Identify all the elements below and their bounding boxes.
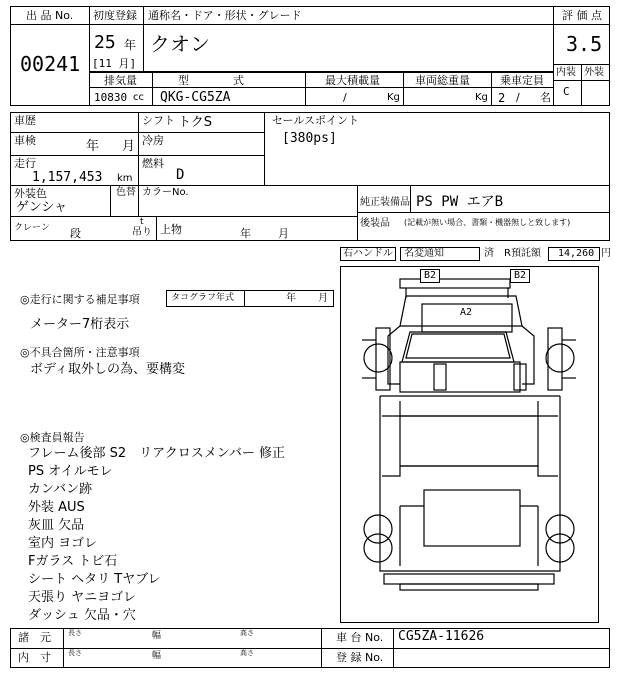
length-label: 長さ: [68, 649, 82, 657]
inspection-month-unit: 月: [122, 139, 136, 154]
inspection-label: 車検: [14, 134, 36, 147]
truck-diagram-drawing: [340, 266, 599, 623]
tachograph-label: タコグラフ年式: [171, 293, 235, 303]
reg-year: 25: [94, 32, 116, 53]
fuel-label: 燃料: [142, 157, 164, 170]
mileage-unit: km: [117, 173, 133, 184]
inspector-line: カンバン跡: [28, 482, 93, 497]
mileage-value: 1,157,453: [32, 170, 103, 185]
name-label: 通称名・ドア・形状・グレード: [148, 9, 302, 22]
tacho-month-unit: 月: [318, 293, 328, 304]
damage-mark-label: A2: [460, 307, 473, 318]
gross-weight-label: 車両総重量: [415, 74, 470, 87]
interior-dims-label: 内 寸: [18, 651, 51, 664]
deposit-value: 14,260: [558, 248, 595, 259]
auto-tax-label: R預託額: [504, 248, 541, 259]
max-load-sep: /: [343, 91, 347, 104]
inspector-line: 室内 ヨゴレ: [28, 536, 98, 551]
inspector-line: ダッシュ 欠品・穴: [28, 608, 136, 623]
inspector-line: Fガラス トビ石: [28, 554, 118, 569]
car-name: クオン: [150, 32, 210, 56]
defects-note: ボディ取外しの為、要構変: [30, 362, 185, 377]
inspector-line: 天張り ヤニヨゴレ: [28, 590, 137, 605]
inspection-year-unit: 年: [86, 139, 100, 154]
displacement-unit: cc: [133, 92, 144, 103]
oem-equipment-label: 純正装備品: [360, 197, 410, 208]
inspector-header: ◎検査員報告: [20, 431, 85, 444]
damage-mark-label: B2: [514, 270, 527, 281]
crane-stage-unit: 段: [70, 227, 81, 240]
capacity-label: 乗車定員: [500, 74, 544, 87]
reg-year-unit: 年: [124, 38, 137, 52]
capacity-sep: /: [516, 91, 520, 104]
name-change-label: 名変通知: [404, 248, 444, 259]
ac-label: 冷房: [142, 134, 164, 147]
upper-month-unit: 月: [278, 227, 289, 240]
first-reg-label: 初度登録: [93, 9, 137, 22]
displacement-label: 排気量: [104, 74, 137, 87]
damage-mark-label: B2: [424, 270, 437, 281]
refund-label: 済: [484, 248, 494, 259]
score-value: 3.5: [566, 32, 603, 56]
oem-equipment-value: PS PW エアB: [416, 194, 504, 210]
lot-number: 00241: [20, 52, 81, 76]
aftermarket-note: (記載が無い場合、書類・機器無しと致します): [404, 218, 571, 227]
running-note: メーター7桁表示: [30, 317, 130, 332]
inspector-line: 灰皿 欠品: [28, 518, 85, 533]
shift-value: トクS: [178, 115, 212, 130]
defects-header: ◎不具合箇所・注意事項: [20, 346, 140, 359]
exterior-grade-label: 外装: [584, 67, 604, 78]
rhd-label: 右ハンドル: [343, 248, 393, 259]
crane-label: クレーン: [14, 223, 50, 233]
interior-grade: C: [563, 85, 570, 98]
inspector-line: PS オイルモレ: [28, 464, 113, 479]
interior-grade-label: 内装: [556, 67, 576, 78]
width-label: 幅: [152, 631, 162, 641]
max-load-label: 最大積載量: [325, 74, 380, 87]
lot-no-label: 出 品 No.: [26, 9, 74, 22]
score-label: 評 価 点: [562, 9, 602, 22]
capacity-unit: 名: [540, 91, 551, 104]
inspector-line: シート ヘタリ Tヤブレ: [28, 572, 161, 587]
ext-color-value: ゲンシャ: [16, 200, 68, 215]
dims-label: 諸 元: [18, 631, 51, 644]
model-label: 型 式: [178, 74, 244, 87]
ext-color-label: 外装色: [14, 187, 47, 200]
length-label: 長さ: [68, 629, 82, 637]
aftermarket-label: 後装品: [360, 218, 390, 229]
sales-point-value: [380ps]: [282, 131, 337, 146]
sales-point-label: セールスポイント: [272, 114, 360, 127]
crane-hang-label: 吊り: [132, 227, 152, 238]
mileage-label: 走行: [14, 157, 36, 170]
history-label: 車歴: [14, 114, 36, 127]
crane-ton-unit: t: [140, 217, 144, 227]
reg-month: [11 月]: [92, 57, 137, 70]
upper-label: 上物: [160, 223, 182, 236]
color-change-label: 色替: [116, 187, 136, 198]
max-load-unit: Kg: [387, 92, 400, 103]
inspector-line: 外装 AUS: [28, 500, 85, 515]
fuel-value: D: [176, 167, 185, 183]
tacho-year-unit: 年: [286, 293, 296, 304]
inspector-line: フレーム後部 S2 リアクロスメンバー 修正: [28, 446, 285, 461]
capacity-value: 2: [498, 91, 506, 105]
reg-no-label: 登 録 No.: [336, 651, 384, 664]
color-code-label: カラーNo.: [142, 187, 189, 198]
running-header: ◎走行に関する補足事項: [20, 293, 140, 306]
chassis-label: 車 台 No.: [336, 631, 384, 644]
deposit-unit: 円: [601, 248, 611, 259]
height-label: 高さ: [240, 649, 254, 657]
upper-year-unit: 年: [240, 227, 251, 240]
model-value: QKG-CG5ZA: [160, 90, 231, 105]
width-label: 幅: [152, 651, 162, 661]
displacement-value: 10830: [94, 91, 128, 104]
height-label: 高さ: [240, 629, 254, 637]
gross-weight-unit: Kg: [475, 92, 488, 103]
chassis-number: CG5ZA-11626: [398, 629, 485, 644]
shift-label: シフト: [142, 114, 175, 127]
